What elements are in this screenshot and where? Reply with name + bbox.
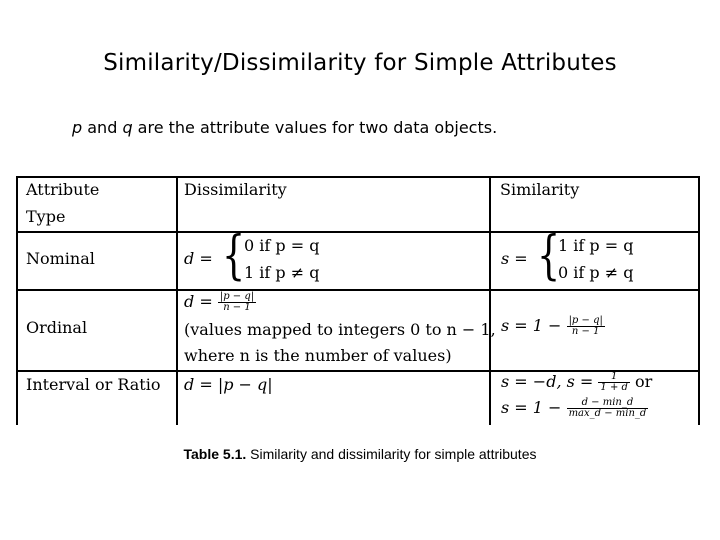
row-interval-label: Interval or Ratio <box>26 375 161 394</box>
nominal-dis-lhs: d = <box>184 249 213 268</box>
ordinal-dis-formula <box>184 292 256 313</box>
ordinal-sim-frac-den: n − 1 <box>571 326 600 337</box>
caption-text: Similarity and dissimilarity for simple attributes <box>246 446 537 462</box>
nominal-sim-case1: 1 if p = q <box>558 236 634 255</box>
ordinal-sim-fraction <box>567 316 605 337</box>
caption-label: Table 5.1. <box>183 446 247 462</box>
header-similarity: Similarity <box>500 180 580 199</box>
ordinal-dis-note2: where n is the number of values) <box>184 346 452 365</box>
subtitle-q: q <box>122 118 133 137</box>
nominal-sim-brace: { <box>537 226 561 286</box>
header-attribute-line2: Type <box>26 207 66 226</box>
ordinal-dis-frac-den: n − 1 <box>223 302 251 313</box>
row-ordinal-label: Ordinal <box>26 318 88 337</box>
ordinal-dis-frac-num: |p − q| <box>219 291 255 302</box>
ordinal-dis-fraction <box>218 292 256 313</box>
nominal-sim-lhs: s = <box>501 249 528 268</box>
ordinal-sim-lhs: s = 1 − <box>501 316 562 335</box>
slide-subtitle <box>72 118 497 137</box>
nominal-dis-case2: 1 if p ≠ q <box>244 263 320 282</box>
ordinal-sim-frac-num: |p − q| <box>568 315 603 326</box>
interval-sim-fraction1 <box>598 372 630 393</box>
slide-title: Similarity/Dissimilarity for Simple Attributes <box>103 50 617 76</box>
interval-sim-frac1-den: 1 + d <box>600 382 628 393</box>
table-col-rule-1 <box>176 176 178 425</box>
interval-sim-or: or <box>635 372 653 391</box>
table-col-rule-2 <box>489 176 491 425</box>
interval-sim-line2-lhs: s = 1 − <box>501 398 562 417</box>
ordinal-dis-note1: (values mapped to integers 0 to n − 1, <box>184 320 496 339</box>
interval-sim-frac1-num: 1 <box>598 372 630 383</box>
nominal-dis-brace: { <box>222 226 246 286</box>
subtitle-rest: are the attribute values for two data objects. <box>132 118 498 137</box>
table-header-rule <box>16 231 700 233</box>
header-dissimilarity: Dissimilarity <box>184 180 287 199</box>
interval-sim-part1: s = −d, s = <box>501 372 594 391</box>
row-nominal-label: Nominal <box>26 249 95 268</box>
ordinal-sim-formula <box>501 316 605 337</box>
interval-sim-frac2-num: d − min_d <box>567 398 649 409</box>
interval-dis-formula: d = |p − q| <box>184 375 273 394</box>
interval-sim-frac2-den: max_d − min_d <box>568 408 647 419</box>
table-caption <box>0 446 720 462</box>
interval-sim-line1 <box>501 372 652 393</box>
interval-sim-line2 <box>501 398 648 419</box>
interval-sim-fraction2 <box>567 398 649 419</box>
ordinal-dis-lhs: d = <box>184 292 213 311</box>
subtitle-and: and <box>82 118 123 137</box>
subtitle-p: p <box>72 118 83 137</box>
nominal-dis-case1: 0 if p = q <box>244 236 320 255</box>
nominal-sim-case2: 0 if p ≠ q <box>558 263 634 282</box>
header-attribute-line1: Attribute <box>26 180 100 199</box>
table-row-rule-1 <box>16 289 700 291</box>
